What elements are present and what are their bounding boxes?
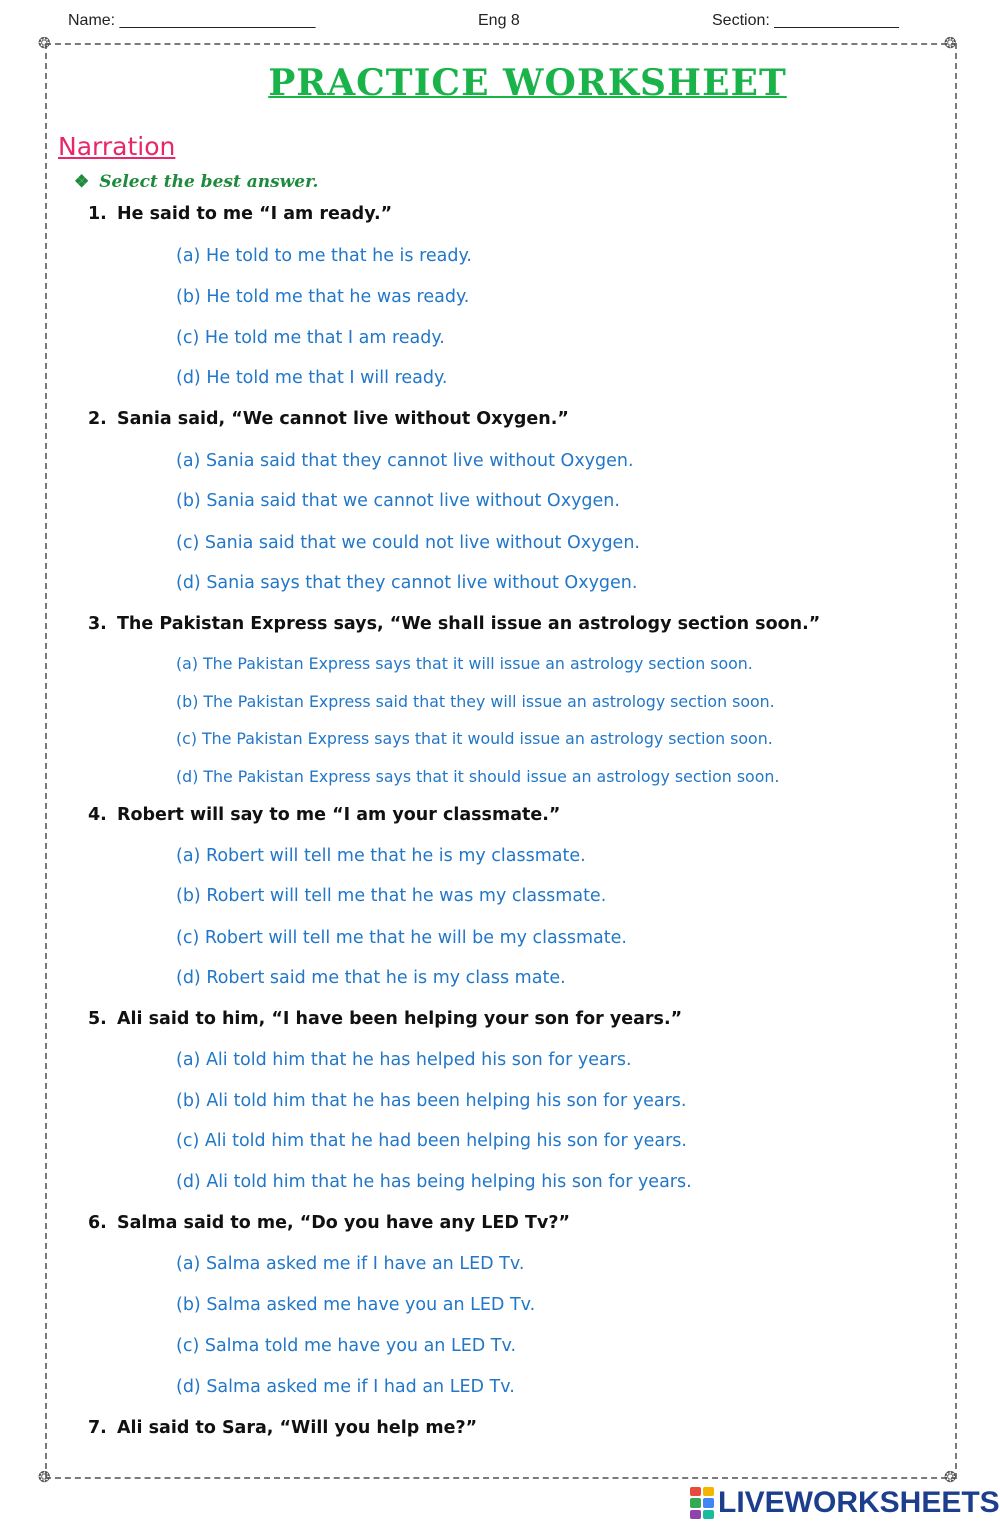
question-number: 7.	[88, 1418, 107, 1438]
option-2c[interactable]: (c) Sania said that we could not live without Oxygen.	[176, 533, 640, 553]
question-number: 2.	[88, 409, 107, 429]
option-3a[interactable]: (a) The Pakistan Express says that it will issue an astrology section soon.	[176, 654, 753, 673]
option-1b[interactable]: (b) He told me that he was ready.	[176, 287, 470, 307]
option-4a[interactable]: (a) Robert will tell me that he is my classmate.	[176, 846, 586, 866]
logo-badge-icon	[690, 1487, 714, 1519]
option-4d[interactable]: (d) Robert said me that he is my class mate.	[176, 968, 566, 988]
option-5c[interactable]: (c) Ali told him that he had been helping his son for years.	[176, 1131, 687, 1151]
option-2a[interactable]: (a) Sania said that they cannot live without Oxygen.	[176, 451, 634, 471]
option-1c[interactable]: (c) He told me that I am ready.	[176, 328, 445, 348]
question-text: Sania said, “We cannot live without Oxygen.”	[117, 409, 569, 429]
question-text: Salma said to me, “Do you have any LED Tv?”	[117, 1213, 570, 1233]
option-3d[interactable]: (d) The Pakistan Express says that it should issue an astrology section soon.	[176, 767, 780, 786]
section-field-label: Section: ______________	[712, 12, 899, 29]
section-heading: Narration	[58, 132, 176, 161]
question-text: The Pakistan Express says, “We shall issue an astrology section soon.”	[117, 614, 821, 634]
option-3b[interactable]: (b) The Pakistan Express said that they will issue an astrology section soon.	[176, 692, 775, 711]
instruction	[74, 172, 318, 192]
diamond-bullet-icon: ❖	[74, 172, 90, 192]
question-1	[88, 204, 392, 224]
question-2	[88, 409, 569, 429]
question-text: Ali said to him, “I have been helping your son for years.”	[117, 1009, 683, 1029]
option-5a[interactable]: (a) Ali told him that he has helped his son for years.	[176, 1050, 632, 1070]
question-text: Ali said to Sara, “Will you help me?”	[117, 1418, 478, 1438]
question-3	[88, 614, 820, 634]
instruction-text: Select the best answer.	[99, 172, 319, 192]
option-5b[interactable]: (b) Ali told him that he has been helping his son for years.	[176, 1091, 687, 1111]
question-text: Robert will say to me “I am your classmate.”	[117, 805, 561, 825]
question-number: 5.	[88, 1009, 107, 1029]
option-4c[interactable]: (c) Robert will tell me that he will be my classmate.	[176, 928, 627, 948]
worksheet-title: PRACTICE WORKSHEET	[268, 62, 787, 104]
question-6	[88, 1213, 570, 1233]
name-field-label: Name: ______________________	[68, 12, 316, 29]
option-3c[interactable]: (c) The Pakistan Express says that it would issue an astrology section soon.	[176, 729, 773, 748]
question-number: 6.	[88, 1213, 107, 1233]
question-5	[88, 1009, 682, 1029]
border-corner-icon: ❂	[38, 1468, 51, 1486]
brand-name: LIVEWORKSHEETS	[718, 1486, 1000, 1519]
question-4	[88, 805, 560, 825]
option-6a[interactable]: (a) Salma asked me if I have an LED Tv.	[176, 1254, 525, 1274]
option-1d[interactable]: (d) He told me that I will ready.	[176, 368, 448, 388]
question-7	[88, 1418, 477, 1438]
option-2b[interactable]: (b) Sania said that we cannot live without Oxygen.	[176, 491, 620, 511]
option-1a[interactable]: (a) He told to me that he is ready.	[176, 246, 472, 266]
class-label: Eng 8	[478, 12, 520, 29]
option-6c[interactable]: (c) Salma told me have you an LED Tv.	[176, 1336, 517, 1356]
option-4b[interactable]: (b) Robert will tell me that he was my classmate.	[176, 886, 607, 906]
option-2d[interactable]: (d) Sania says that they cannot live without Oxygen.	[176, 573, 638, 593]
border-corner-icon: ❂	[944, 1468, 957, 1486]
question-number: 1.	[88, 204, 107, 224]
question-number: 3.	[88, 614, 107, 634]
option-6b[interactable]: (b) Salma asked me have you an LED Tv.	[176, 1295, 536, 1315]
option-6d[interactable]: (d) Salma asked me if I had an LED Tv.	[176, 1377, 515, 1397]
question-number: 4.	[88, 805, 107, 825]
option-5d[interactable]: (d) Ali told him that he has being helping his son for years.	[176, 1172, 692, 1192]
question-text: He said to me “I am ready.”	[117, 204, 393, 224]
border-corner-icon: ❂	[944, 34, 957, 52]
border-corner-icon: ❂	[38, 34, 51, 52]
liveworksheets-logo[interactable]	[690, 1483, 1000, 1523]
